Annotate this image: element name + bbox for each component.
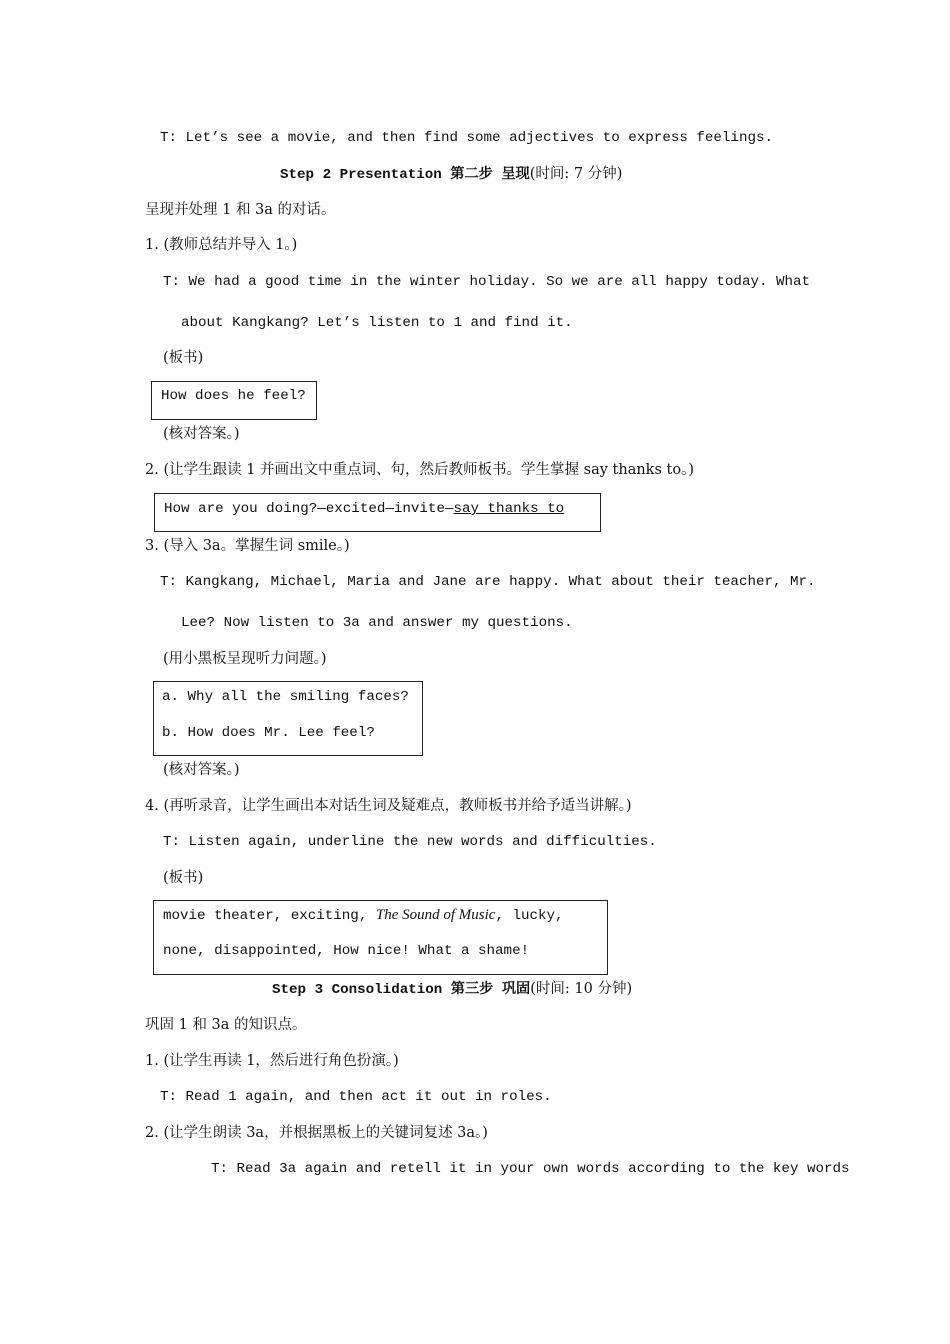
board-note-2: (板书) bbox=[163, 870, 204, 886]
consolidation-item-1: 1. (让学生再读 1，然后进行角色扮演。) bbox=[145, 1053, 399, 1069]
board-box-4-words-a: movie theater, exciting, bbox=[163, 908, 376, 924]
consolidation-item-2: 2. (让学生朗读 3a，并根据黑板上的关键词复述 3a。) bbox=[145, 1125, 488, 1141]
step3-heading bbox=[272, 979, 632, 1000]
board-box-2-underlined: say thanks to bbox=[453, 501, 565, 517]
item-1-teacher-b: about Kangkang? Let’s listen to 1 and find it. bbox=[181, 315, 573, 331]
teacher-line-movie: T: Let’s see a movie, and then find some adjectives to express feelings. bbox=[160, 130, 773, 146]
check-answers-2: (核对答案。) bbox=[163, 762, 240, 778]
board-box-4-line-b: none, disappointed, How nice! What a shame! bbox=[163, 943, 530, 959]
step2-time: (时间: 7 分钟) bbox=[529, 166, 623, 182]
item-1: 1. (教师总结并导入 1。) bbox=[145, 237, 298, 253]
board-box-2 bbox=[154, 493, 601, 532]
board-box-2-main: How are you doing?—excited—invite— bbox=[164, 501, 454, 517]
board-box-3-question-b: b. How does Mr. Lee feel? bbox=[162, 725, 375, 741]
board-box-3-question-a: a. Why all the smiling faces? bbox=[162, 689, 409, 705]
board-box-3 bbox=[153, 681, 423, 756]
consolidation-intro: 巩固 1 和 3a 的知识点。 bbox=[145, 1017, 307, 1033]
item-4-teacher: T: Listen again, underline the new words and difficulties. bbox=[163, 834, 657, 850]
board-box-2-text bbox=[164, 499, 564, 519]
board-box-4-line-a bbox=[163, 905, 564, 926]
item-1-teacher-a: T: We had a good time in the winter holiday. So we are all happy today. What bbox=[163, 274, 811, 290]
item-2: 2. (让学生跟读 1 并画出文中重点词、句，然后教师板书。学生掌握 say thanks to。) bbox=[145, 462, 694, 478]
board-note-1: (板书) bbox=[163, 350, 204, 366]
step3-time: (时间: 10 分钟) bbox=[530, 981, 633, 997]
item-3: 3. (导入 3a。掌握生词 smile。) bbox=[145, 538, 350, 554]
board-box-4-words-b: , lucky, bbox=[495, 908, 564, 924]
consolidation-item-2-teacher: T: Read 3a again and retell it in your own words according to the key words bbox=[211, 1161, 850, 1177]
board-box-1-text: How does he feel? bbox=[161, 388, 306, 404]
blackboard-note: (用小黑板呈现听力问题。) bbox=[163, 651, 327, 667]
item-3-teacher-a: T: Kangkang, Michael, Maria and Jane are happy. What about their teacher, Mr. bbox=[160, 574, 816, 590]
consolidation-item-1-teacher: T: Read 1 again, and then act it out in roles. bbox=[160, 1089, 552, 1105]
presentation-intro: 呈现并处理 1 和 3a 的对话。 bbox=[145, 202, 336, 218]
step2-label: Step 2 Presentation 第二步 呈现 bbox=[280, 167, 530, 183]
board-box-4 bbox=[153, 900, 608, 975]
item-4: 4. (再听录音，让学生画出本对话生词及疑难点，教师板书并给予适当讲解。) bbox=[145, 798, 632, 814]
step3-label: Step 3 Consolidation 第三步 巩固 bbox=[272, 982, 531, 998]
board-box-4-title: The Sound of Music bbox=[375, 907, 496, 923]
step2-heading bbox=[280, 164, 622, 185]
check-answers-1: (核对答案。) bbox=[163, 426, 240, 442]
item-3-teacher-b: Lee? Now listen to 3a and answer my questions. bbox=[181, 615, 573, 631]
board-box-1 bbox=[151, 381, 317, 420]
